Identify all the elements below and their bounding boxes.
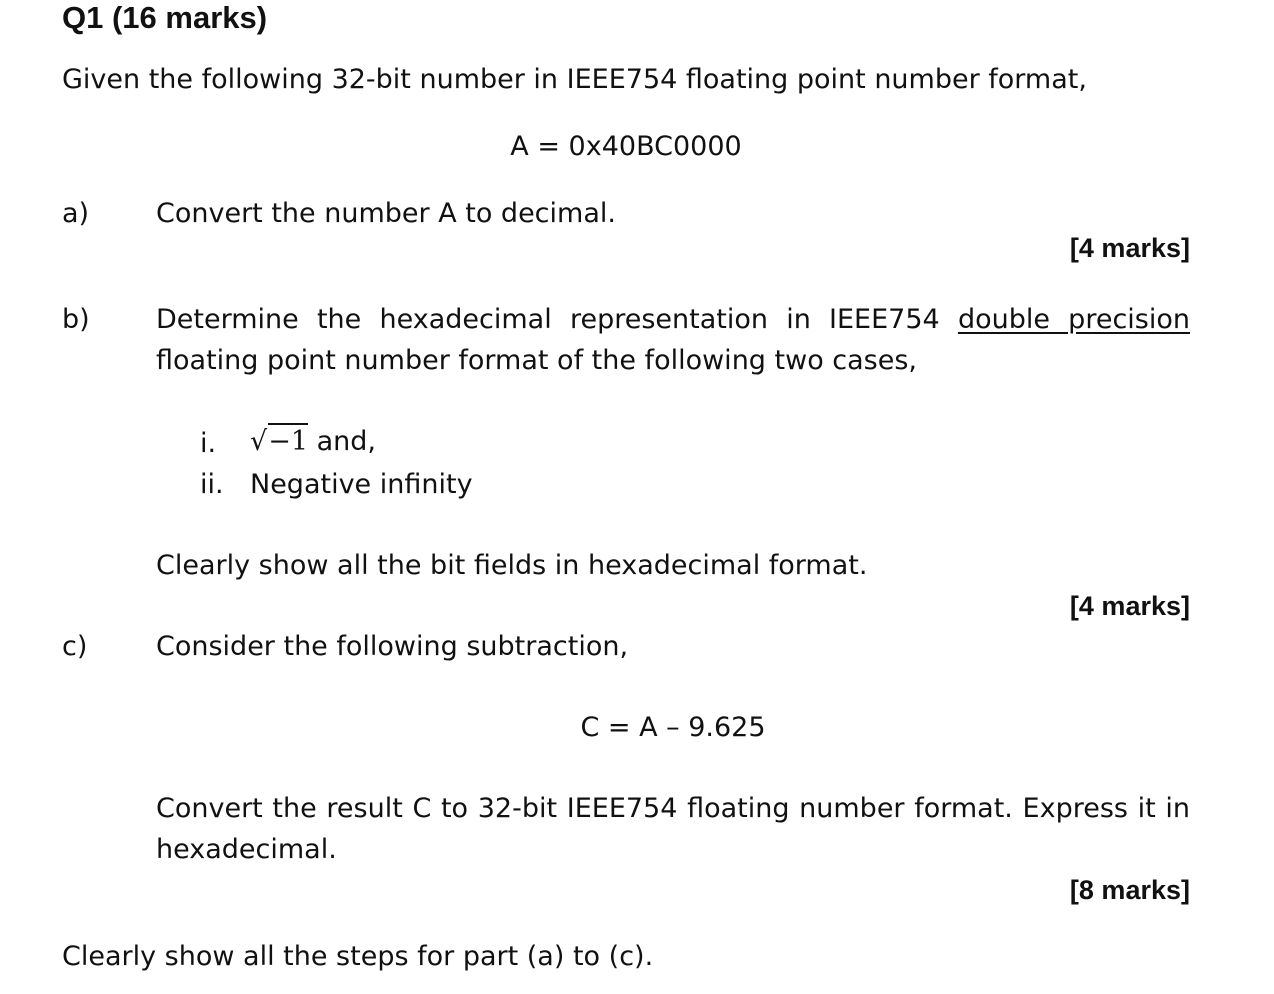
radical-sign: √	[250, 426, 268, 457]
equation-a: A = 0x40BC0000	[510, 131, 742, 162]
part-b-note: Clearly show all the bit fields in hexadecimal format.	[156, 550, 868, 581]
square-root-expression	[250, 426, 308, 457]
question-title: Q1 (16 marks)	[62, 0, 268, 35]
part-b-line1	[156, 304, 1190, 335]
footer-instruction: Clearly show all the steps for part (a) to (c).	[62, 941, 654, 972]
part-c-line2: hexadecimal.	[156, 834, 337, 865]
equation-c: C = A – 9.625	[580, 712, 766, 743]
part-c-line1: Convert the result C to 32-bit IEEE754 floating number format. Express it in	[156, 793, 1190, 824]
part-c-label: c)	[62, 631, 88, 662]
list-item-text-ii: Negative infinity	[250, 469, 473, 500]
part-b-marks: [4 marks]	[1069, 591, 1190, 621]
part-b-label: b)	[62, 304, 90, 335]
list-item-label-ii: ii.	[200, 469, 224, 500]
part-c-text: Consider the following subtraction,	[156, 631, 629, 662]
part-a-text: Convert the number A to decimal.	[156, 198, 616, 229]
list-item-sqrt	[250, 426, 376, 457]
radicand: −1	[268, 423, 308, 457]
list-item-text-i: and,	[308, 426, 376, 457]
list-item-label-i: i.	[200, 428, 217, 459]
question-intro: Given the following 32-bit number in IEEE754 floating point number format,	[62, 64, 1087, 95]
part-a-marks: [4 marks]	[1069, 233, 1190, 263]
part-b-line1-start: Determine the hexadecimal representation in IEEE754	[156, 304, 940, 335]
part-c-marks: [8 marks]	[1069, 875, 1190, 905]
part-a-label: a)	[62, 198, 90, 229]
part-b-line2: floating point number format of the following two cases,	[156, 345, 918, 376]
double-precision-underlined: double precision	[957, 304, 1190, 335]
